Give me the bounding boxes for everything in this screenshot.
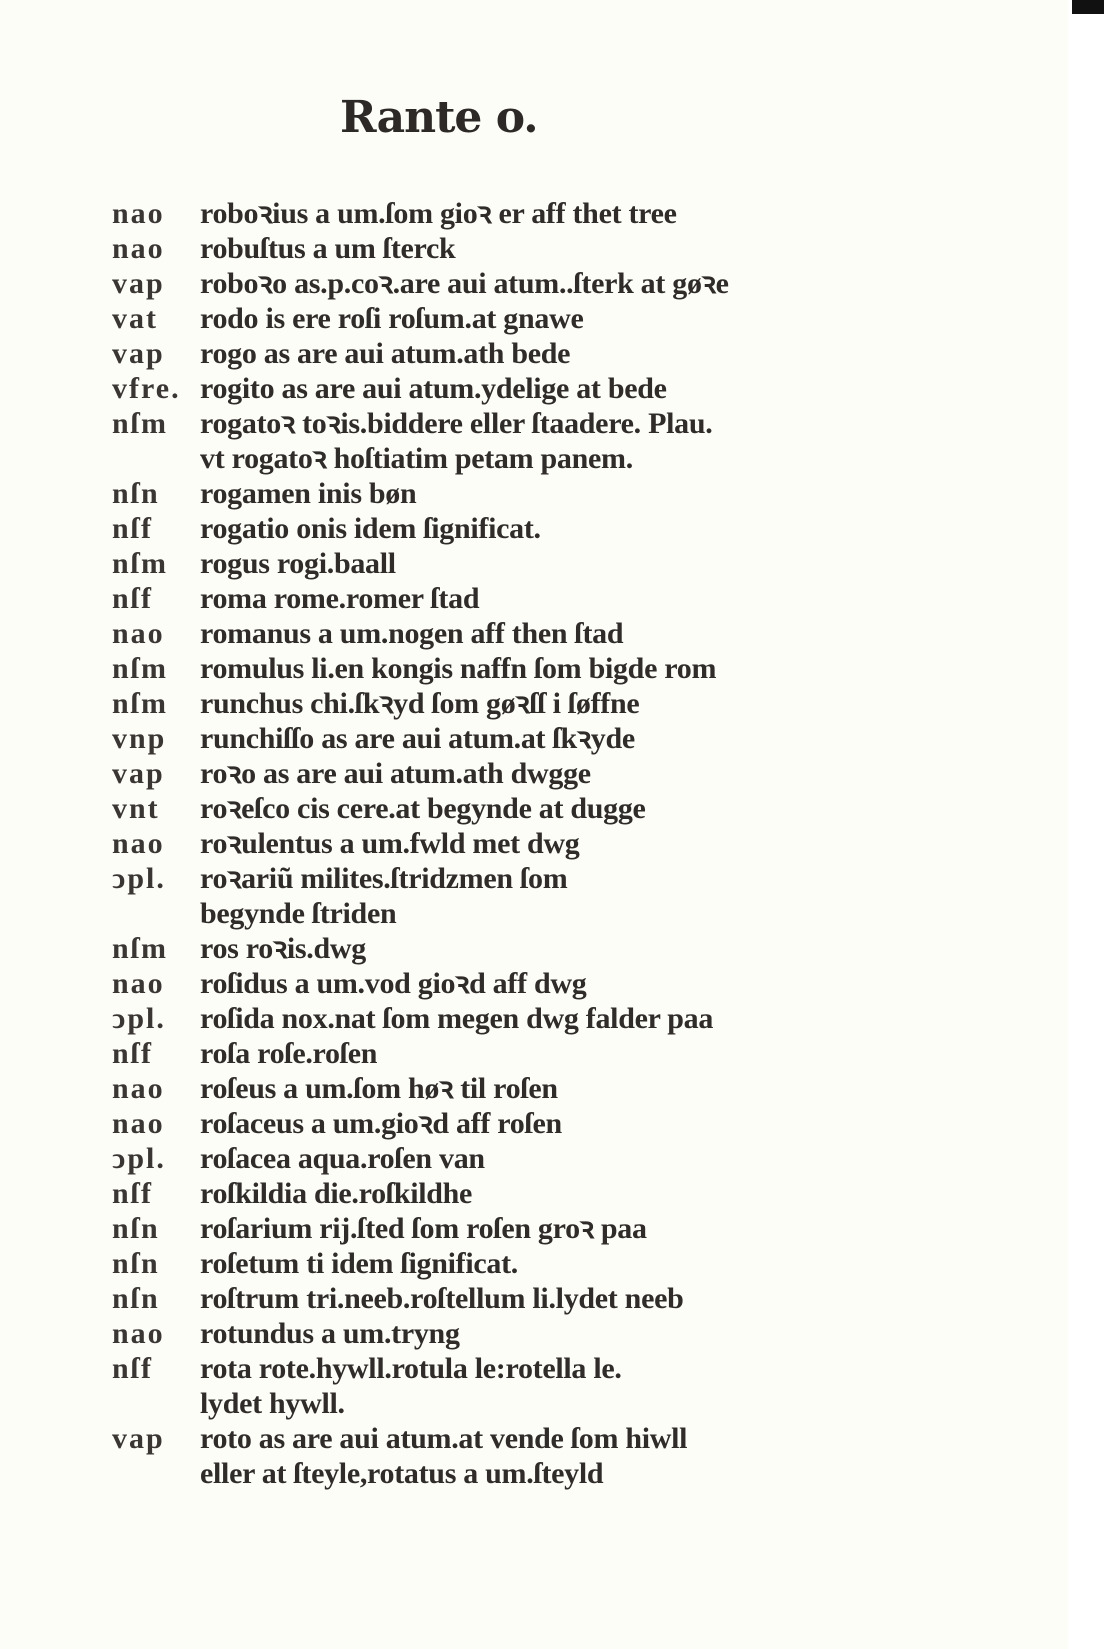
entry-text: roſida nox.nat ſom megen dwg falder paa — [200, 1002, 714, 1035]
entry-row — [112, 231, 932, 266]
entry-continuation-row — [112, 1456, 932, 1491]
entry-row — [112, 826, 932, 861]
entry-row — [112, 511, 932, 546]
entry-row — [112, 651, 932, 686]
entry-code: vap — [112, 1422, 165, 1455]
entry-code: nao — [112, 1107, 165, 1140]
entry-text: eller at ſteyle,rotatus a um.ſteyld — [200, 1457, 604, 1490]
entry-row — [112, 1211, 932, 1246]
entry-code: nao — [112, 197, 165, 230]
entry-row — [112, 756, 932, 791]
entry-code: ↄpl. — [112, 862, 166, 895]
entry-row — [112, 266, 932, 301]
entry-row — [112, 1141, 932, 1176]
entry-text: roſa roſe.roſen — [200, 1037, 378, 1070]
entry-code: nſm — [112, 407, 169, 440]
entry-code: nao — [112, 1317, 165, 1350]
entry-row — [112, 1281, 932, 1316]
entry-text: roꝛo as are aui atum.ath dwgge — [200, 757, 591, 790]
entry-row — [112, 1421, 932, 1456]
entry-code: nao — [112, 1072, 165, 1105]
entry-code: vap — [112, 267, 165, 300]
entry-row — [112, 931, 932, 966]
entry-row — [112, 1316, 932, 1351]
entry-code: nſf — [112, 582, 154, 615]
entry-text: rogus rogi.baall — [200, 547, 396, 580]
entry-row — [112, 1351, 932, 1386]
entry-code: vap — [112, 757, 165, 790]
entry-text: roſeus a um.ſom høꝛ til roſen — [200, 1072, 558, 1105]
entry-row — [112, 336, 932, 371]
entry-text: roſaceus a um.gioꝛd aff roſen — [200, 1107, 562, 1140]
entry-row — [112, 861, 932, 896]
entry-code: vfre. — [112, 372, 181, 405]
entry-code: nſf — [112, 1352, 154, 1385]
entry-text: rogito as are aui atum.ydelige at bede — [200, 372, 667, 405]
entry-text: roto as are aui atum.at vende ſom hiwll — [200, 1422, 688, 1455]
entry-code: nſm — [112, 652, 169, 685]
entry-continuation-row — [112, 1386, 932, 1421]
entry-text: romanus a um.nogen aff then ſtad — [200, 617, 624, 650]
entry-text: rogatio onis idem ſignificat. — [200, 512, 541, 545]
entry-code: nſm — [112, 547, 169, 580]
entry-row — [112, 791, 932, 826]
entry-text: rota rote.hywll.rotula le:rotella le. — [200, 1352, 622, 1385]
entry-text: begynde ſtriden — [200, 897, 397, 930]
entry-text: lydet hywll. — [200, 1387, 345, 1420]
entry-code: nſn — [112, 1247, 160, 1280]
entry-text: roſkildia die.roſkildhe — [200, 1177, 473, 1210]
entry-row — [112, 1036, 932, 1071]
entry-text: roꝛariũ milites.ſtridzmen ſom — [200, 862, 568, 895]
entry-code: vap — [112, 337, 165, 370]
entry-code: vnt — [112, 792, 160, 825]
entry-continuation-row — [112, 441, 932, 476]
entry-code: nao — [112, 232, 165, 265]
entry-code: nſm — [112, 687, 169, 720]
entry-code: ↄpl. — [112, 1002, 166, 1035]
entry-row — [112, 1001, 932, 1036]
entry-text: roboꝛius a um.ſom gioꝛ er aff thet tree — [200, 197, 677, 230]
entry-text: romulus li.en kongis naffn ſom bigde rom — [200, 652, 717, 685]
entry-text: rodo is ere roſi roſum.at gnawe — [200, 302, 584, 335]
entry-row — [112, 616, 932, 651]
entry-text: rogatoꝛ toꝛis.biddere eller ſtaadere. Plau. — [200, 407, 713, 440]
entry-text: roſtrum tri.neeb.roſtellum li.lydet neeb — [200, 1282, 684, 1315]
entry-row — [112, 1106, 932, 1141]
entry-text: ros roꝛis.dwg — [200, 932, 366, 965]
entry-text: runchus chi.ſkꝛyd ſom gøꝛſſ i ſøffne — [200, 687, 640, 720]
entry-code: nao — [112, 967, 165, 1000]
entry-row — [112, 196, 932, 231]
entry-code: nao — [112, 827, 165, 860]
entry-text: roſidus a um.vod gioꝛd aff dwg — [200, 967, 587, 1000]
scan-edge-mark — [1072, 0, 1104, 14]
entry-row — [112, 301, 932, 336]
entry-text: roboꝛo as.p.coꝛ.are aui atum..ſterk at gøꝛe — [200, 267, 729, 300]
entry-row — [112, 1246, 932, 1281]
page-heading: Rante o. — [340, 92, 538, 143]
entry-continuation-row — [112, 896, 932, 931]
entry-text: roꝛulentus a um.fwld met dwg — [200, 827, 580, 860]
entry-text: roma rome.romer ſtad — [200, 582, 480, 615]
entry-code: nao — [112, 617, 165, 650]
entry-text: roſacea aqua.roſen van — [200, 1142, 485, 1175]
entry-code: ↄpl. — [112, 1142, 166, 1175]
entry-text: roſetum ti idem ſignificat. — [200, 1247, 518, 1280]
entry-row — [112, 966, 932, 1001]
entry-row — [112, 686, 932, 721]
entry-code: nſf — [112, 512, 154, 545]
entry-row — [112, 371, 932, 406]
entry-code: nſn — [112, 1212, 160, 1245]
entry-row — [112, 1071, 932, 1106]
entry-text: runchiſſo as are aui atum.at ſkꝛyde — [200, 722, 635, 755]
entry-code: nſm — [112, 932, 169, 965]
entry-text: roſarium rij.ſted ſom roſen groꝛ paa — [200, 1212, 647, 1245]
entry-code: nſf — [112, 1037, 154, 1070]
entry-text: roꝛeſco cis cere.at begynde at dugge — [200, 792, 646, 825]
entry-text: robuſtus a um ſterck — [200, 232, 456, 265]
entry-code: nſf — [112, 1177, 154, 1210]
entry-code: nſn — [112, 1282, 160, 1315]
entry-text: rogo as are aui atum.ath bede — [200, 337, 571, 370]
entry-text: rogamen inis bøn — [200, 477, 417, 510]
entry-code: vnp — [112, 722, 167, 755]
dictionary-entries — [112, 196, 932, 1491]
entry-row — [112, 476, 932, 511]
entry-text: vt rogatoꝛ hoſtiatim petam panem. — [200, 442, 633, 475]
entry-row — [112, 1176, 932, 1211]
entry-row — [112, 546, 932, 581]
entry-code: vat — [112, 302, 158, 335]
entry-row — [112, 721, 932, 756]
entry-code: nſn — [112, 477, 160, 510]
entry-row — [112, 406, 932, 441]
entry-text: rotundus a um.tryng — [200, 1317, 460, 1350]
entry-row — [112, 581, 932, 616]
